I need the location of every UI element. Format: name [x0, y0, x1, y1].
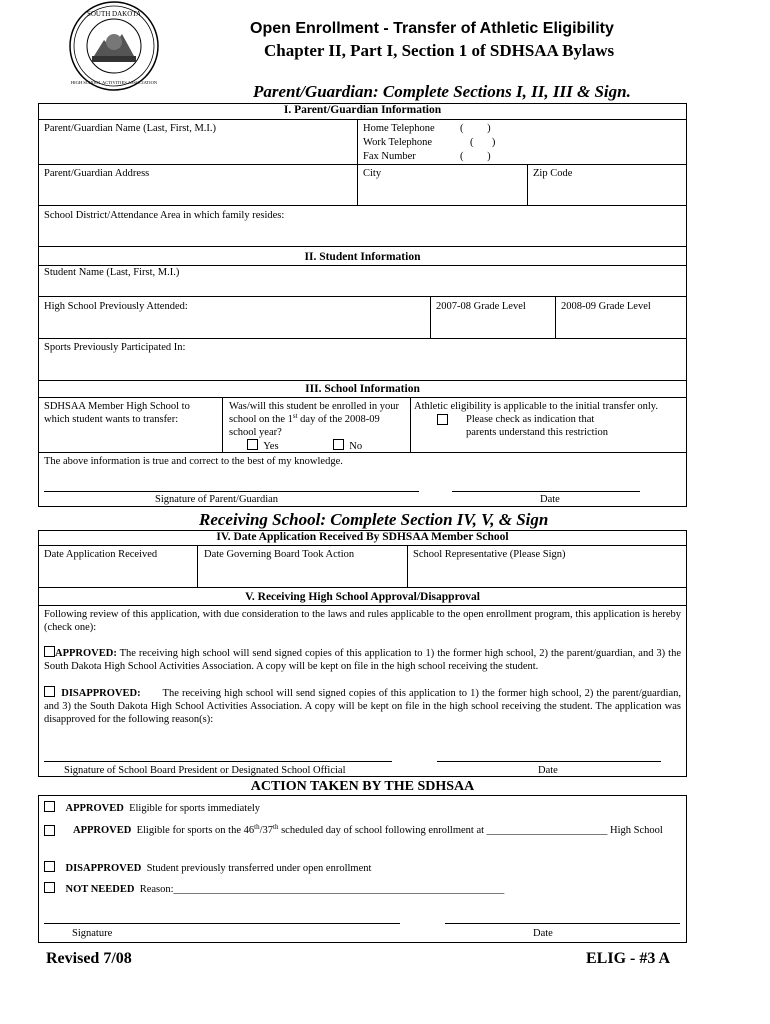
sdhsaa-disapproved-checkbox[interactable]	[44, 861, 55, 872]
sdhsaa-date-label: Date	[533, 928, 553, 939]
sdhsaa-not-needed: NOT NEEDED Reason:_______________________________________________________________	[44, 882, 504, 896]
home-phone-label: Home Telephone	[363, 123, 435, 134]
grade-level-0708-label: 2007-08 Grade Level	[436, 301, 526, 312]
board-date-label: Date Governing Board Took Action	[204, 549, 355, 560]
fax-label: Fax Number	[363, 151, 416, 162]
parent-instruction: Parent/Guardian: Complete Sections I, II, III & Sign.	[253, 82, 631, 101]
parent-signature-label: Signature of Parent/Guardian	[155, 494, 279, 505]
page-subtitle: Chapter II, Part I, Section 1 of SDHSAA Bylaws	[264, 41, 615, 60]
member-school-label: SDHSAA Member High School to which student wants to transfer:	[44, 401, 190, 425]
page-title: Open Enrollment - Transfer of Athletic Eligibility	[250, 20, 614, 37]
sdhsaa-not-needed-checkbox[interactable]	[44, 882, 55, 893]
board-signature-label: Signature of School Board President or Designated School Official	[64, 765, 346, 776]
parent-date-label: Date	[540, 494, 560, 505]
seal-top-text: SOUTH DAKOTA	[86, 10, 142, 18]
sdhsaa-approved-immediate: APPROVED Eligible for sports immediately	[44, 801, 260, 815]
approved-option: APPROVED: The receiving high school will send signed copies of this application to 1) the former high school, 2) the parent/guardian, and 3) the South Dakota High School Activities Association. A copy will be kept on file in the high school receiving the student.	[44, 648, 681, 672]
section-4-heading: IV. Date Application Received By SDHSAA Member School	[216, 531, 509, 543]
section-3-heading: III. School Information	[305, 383, 420, 395]
seal-bottom-text: HIGH SCHOOL ACTIVITIES ASSOCIATION	[70, 80, 158, 85]
school-rep-sign-label: School Representative (Please Sign)	[413, 549, 566, 560]
seal-graphic	[66, 0, 162, 96]
section-2-heading: II. Student Information	[304, 251, 421, 263]
yes-checkbox[interactable]	[247, 439, 258, 450]
revised-date: Revised 7/08	[46, 950, 132, 967]
sdhsaa-approved-delayed: APPROVED Eligible for sports on the 46th/37th scheduled day of school following enrollment at _______________________ High School	[73, 823, 663, 836]
sports-label: Sports Previously Participated In:	[44, 342, 186, 353]
section-1-heading: I. Parent/Guardian Information	[283, 104, 442, 116]
sdhsaa-approved-delayed-checkbox[interactable]	[44, 825, 55, 839]
sdhsaa-seal	[66, 0, 162, 96]
board-date-sign-label: Date	[538, 765, 558, 776]
approved-checkbox[interactable]	[44, 646, 55, 657]
work-phone-label: Work Telephone	[363, 137, 433, 148]
receiving-school-instruction: Receiving School: Complete Section IV, V, & Sign	[199, 510, 549, 529]
city-label: City	[363, 168, 382, 179]
parent-name-label: Parent/Guardian Name (Last, First, M.I.)	[44, 123, 217, 134]
form-id: ELIG - #3 A	[586, 950, 671, 967]
sdhsaa-signature-label: Signature	[72, 928, 113, 939]
school-district-label: School District/Attendance Area in which family resides:	[44, 210, 285, 221]
sdhsaa-disapproved: DISAPPROVED Student previously transferred under open enrollment	[44, 861, 371, 875]
zip-label: Zip Code	[533, 168, 573, 179]
sdhsaa-heading: ACTION TAKEN BY THE SDHSAA	[250, 779, 475, 794]
enrolled-question: Was/will this student be enrolled in your school on the 1st day of the 2008-09 school year?	[229, 401, 400, 438]
prev-school-label: High School Previously Attended:	[44, 301, 188, 312]
date-received-label: Date Application Received	[44, 549, 158, 560]
student-name-label: Student Name (Last, First, M.I.)	[44, 267, 180, 278]
section-5-heading: V. Receiving High School Approval/Disapproval	[245, 591, 480, 603]
grade-level-0809-label: 2008-09 Grade Level	[561, 301, 651, 312]
no-checkbox[interactable]	[333, 439, 344, 450]
eligibility-note: Athletic eligibility is applicable to the initial transfer only.	[414, 401, 658, 412]
eligibility-checkbox[interactable]	[437, 414, 448, 428]
no-option[interactable]: No	[333, 439, 362, 453]
yes-option[interactable]: Yes	[247, 439, 279, 453]
section-5-intro: Following review of this application, with due consideration to the laws and rules applicable to the open enrollment program, this application is hereby (check one):	[44, 609, 681, 633]
disapproved-option: DISAPPROVED: The receiving high school will send signed copies of this application to 1) the former high school, 2) the parent/guardian, and 3) the South Dakota High School Activities Association. A copy will be kept on file in the high school receiving the student. The application was disapproved for the following reason(s):	[44, 688, 681, 725]
certify-statement: The above information is true and correct to the best of my knowledge.	[44, 456, 343, 467]
disapproved-checkbox[interactable]	[44, 686, 55, 697]
parent-address-label: Parent/Guardian Address	[44, 168, 150, 179]
eligibility-check-text: Please check as indication that parents understand this restriction	[466, 414, 609, 438]
sdhsaa-approved-immediate-checkbox[interactable]	[44, 801, 55, 812]
